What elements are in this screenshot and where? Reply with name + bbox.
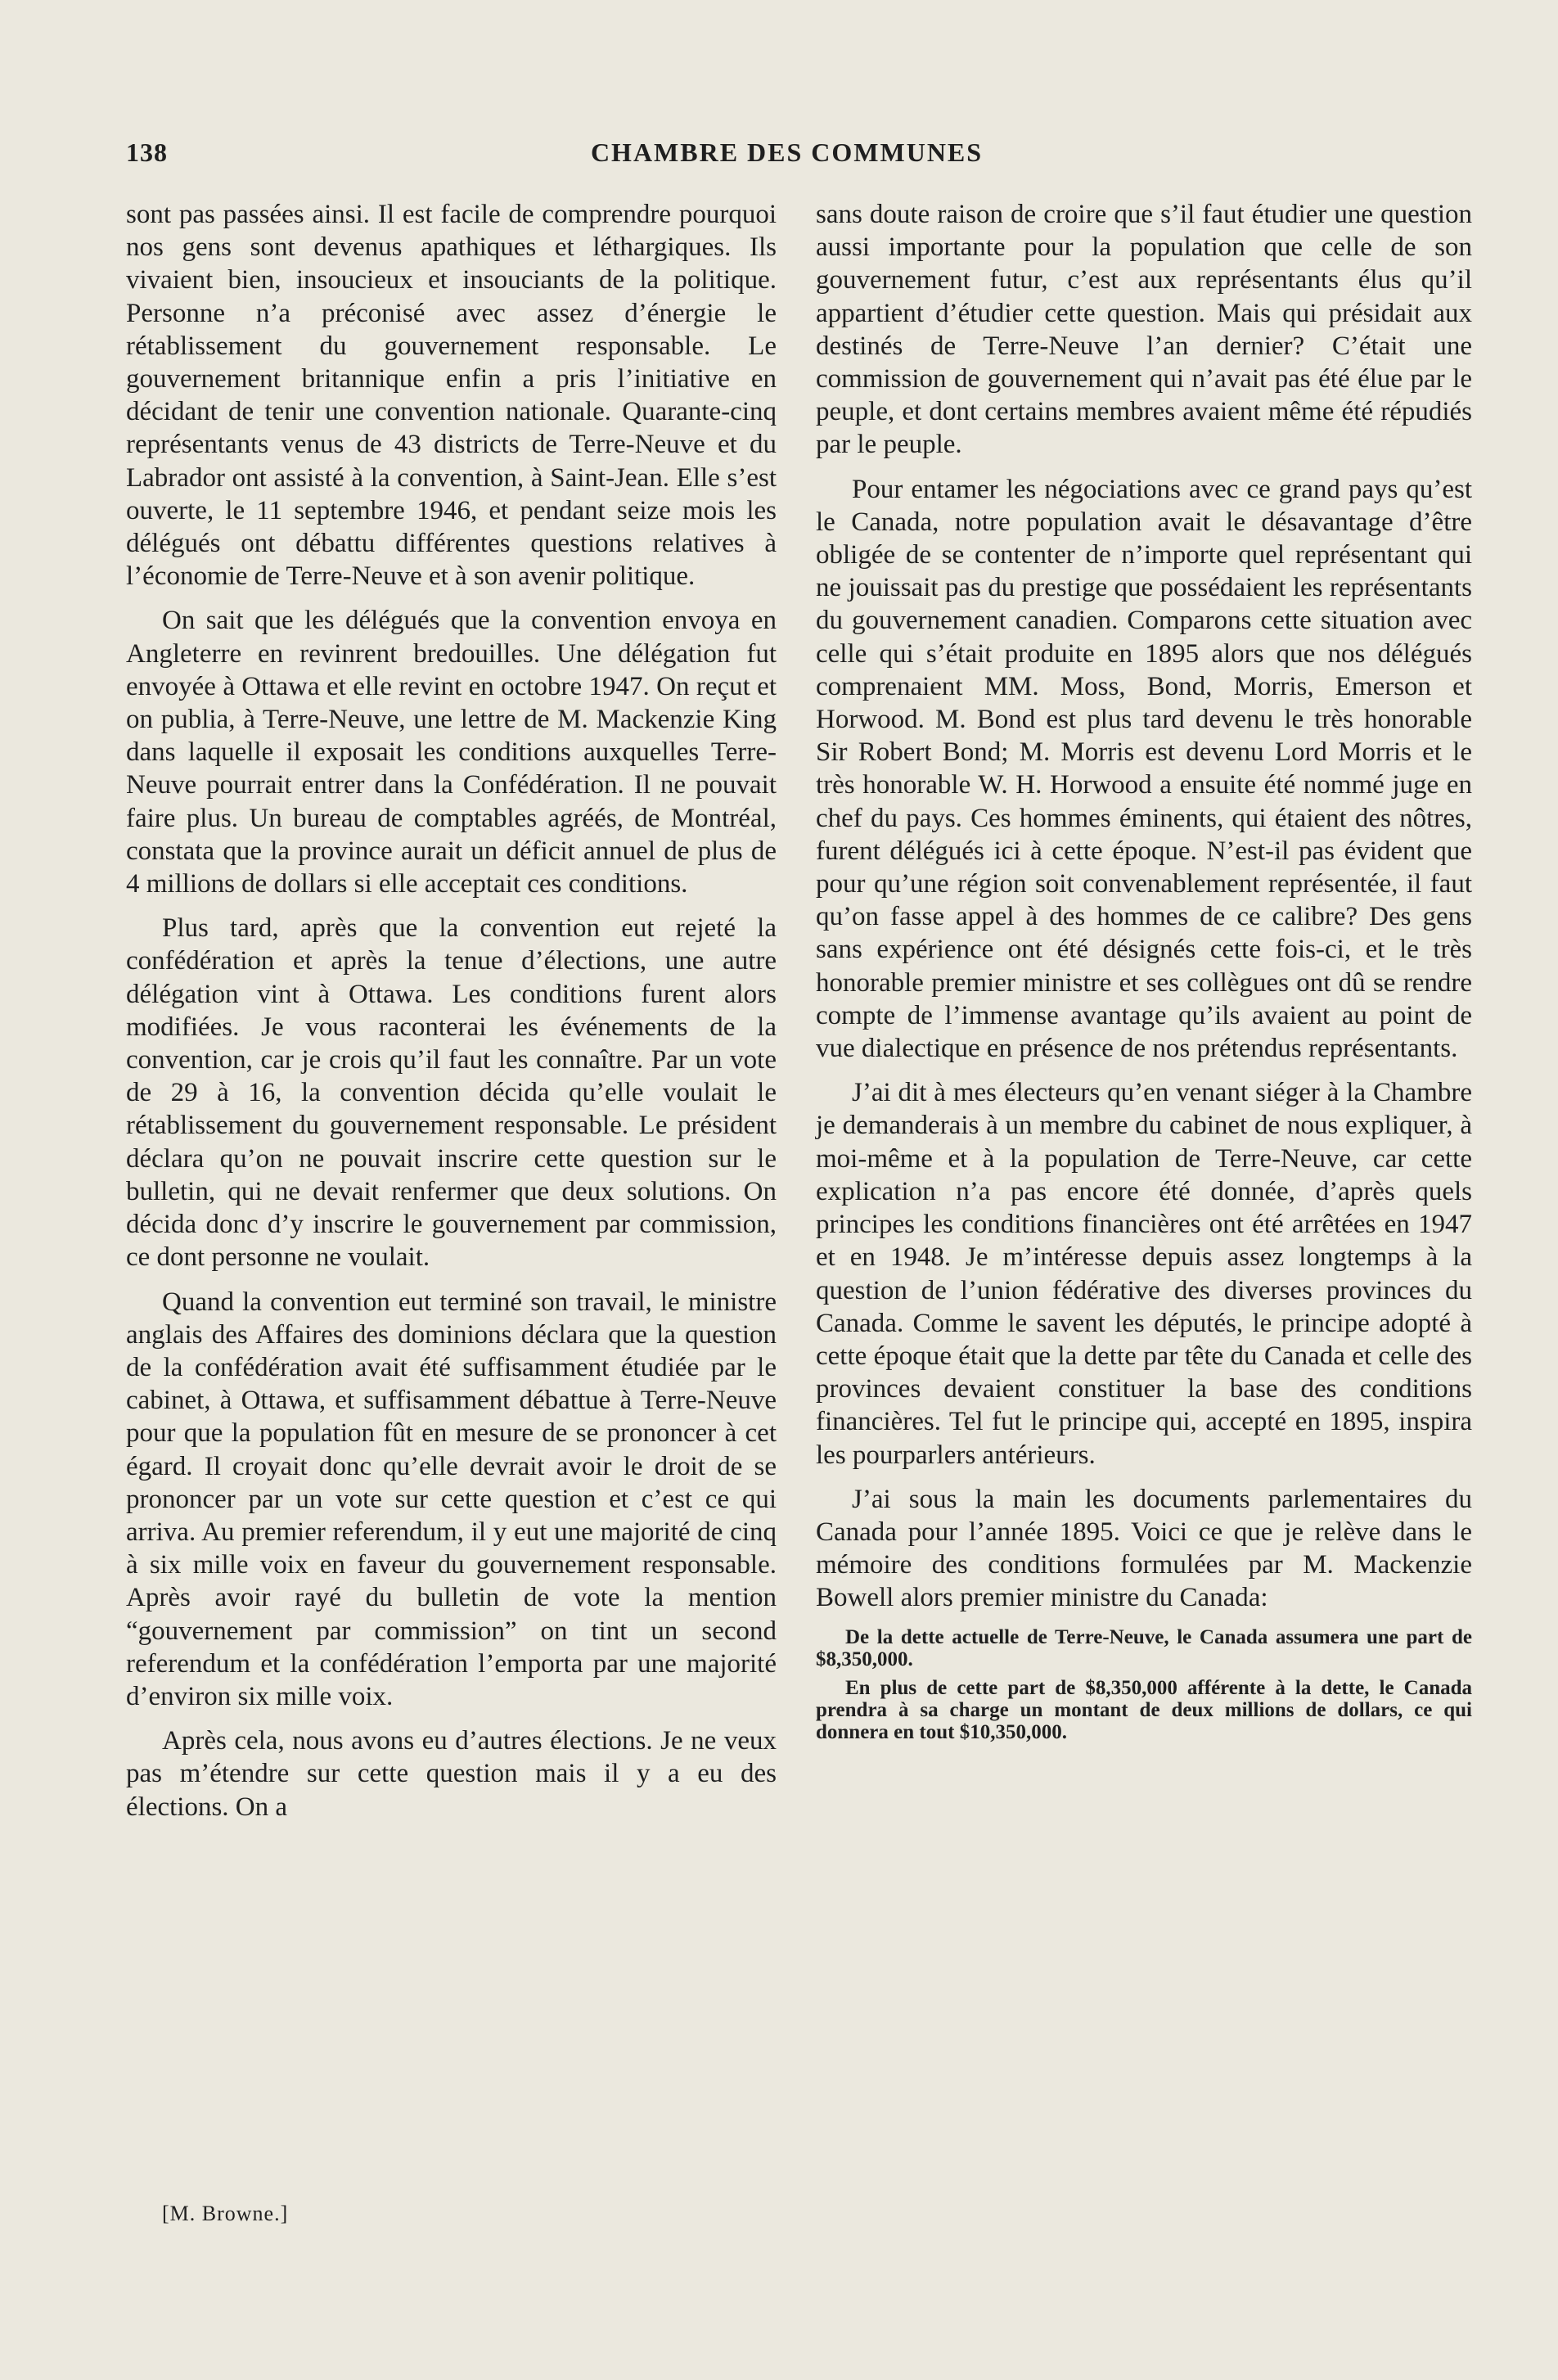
paragraph: sont pas passées ainsi. Il est facile de comprendre pourquoi nos gens sont devenus apathiques et léthargiques. Ils vivaient bien, insoucieux et insouciants de la politique. Personne n’a préconisé avec assez d’énergie le rétablissement du gouvernement responsable. Le gouvernement britannique enfin a pris l’initiative en décidant de tenir une convention nationale. Quarante-cinq représentants venus de 43 districts de Terre-Neuve et du Labrador ont assisté à la convention, à Saint-Jean. Elle s’est ouverte, le 11 septembre 1946, et pendant seize mois les délégués ont débattu différentes questions relatives à l’économie de Terre-Neuve et à son avenir politique. <box>126 200 777 592</box>
running-head: CHAMBRE DES COMMUNES <box>590 137 984 167</box>
paragraph: sans doute raison de croire que s’il faut étudier une question aussi importante pour la population que celle de son gouvernement futur, c’est aux représentants élus qu’il appartient d’étudier cette question. Mais qui présidait aux destinés de Terre-Neuve l’an dernier? C’était une commission de gouvernement qui n’avait pas été élue par le peuple, et dont certains membres avaient même été répudiés par le peuple. <box>816 200 1472 460</box>
paragraph: Plus tard, après que la convention eut rejeté la confédération et après la tenue d’élections, une autre délégation vint à Ottawa. Les conditions furent alors modifiées. Je vous raconterai les événements de la convention, car je crois qu’il faut les connaître. Par un vote de 29 à 16, la convention décida qu’elle voulait le rétablissement du gouvernement responsable. Le président déclara qu’on ne pouvait inscrire cette question sur le bulletin, qui ne devait renfermer que deux solutions. On décida donc d’y inscrire le gouvernement par commission, ce dont personne ne voulait. <box>126 913 777 1273</box>
quotation: En plus de cette part de $8,350,000 afférente à la dette, le Canada prendra à sa charge un montant de deux millions de dollars, ce qui donnera en tout $10,350,000. <box>816 1676 1472 1743</box>
page-number: 138 <box>126 137 168 167</box>
quotation: De la dette actuelle de Terre-Neuve, le Canada assumera une part de $8,350,000. <box>816 1625 1472 1670</box>
paragraph: J’ai sous la main les documents parlementaires du Canada pour l’année 1895. Voici ce que je relève dans le mémoire des conditions formulées par M. Mackenzie Bowell alors premier ministre du Canada: <box>816 1484 1472 1613</box>
paragraph: Après cela, nous avons eu d’autres élections. Je ne veux pas m’étendre sur cette question mais il y a eu des élections. On a <box>126 1726 777 1822</box>
paragraph: Quand la convention eut terminé son travail, le ministre anglais des Affaires des dominions déclara que la question de la confédération avait été suffisamment étudiée par le cabinet, à Ottawa, et suffisamment débattue à Terre-Neuve pour que la population fût en mesure de se prononcer à cet égard. Il croyait donc qu’elle devrait avoir le droit de se prononcer par un vote sur cette question et c’est ce qui arriva. Au premier referendum, il y eut une majorité de cinq à six mille voix en faveur du gouvernement responsable. Après avoir rayé du bulletin de vote la mention “gouvernement par commission” on tint un second referendum et la confédération l’emporta par une majorité d’environ six mille voix. <box>126 1287 777 1711</box>
left-column <box>126 198 777 1835</box>
speaker-attribution: [M. Browne.] <box>162 2202 289 2225</box>
right-column <box>816 198 1472 1750</box>
paragraph: Pour entamer les négociations avec ce grand pays qu’est le Canada, notre population avait le désavantage d’être obligée de se contenter de n’importe quel représentant qui ne jouissait pas du prestige que possédaient les représentants du gouvernement canadien. Comparons cette situation avec celle qui s’était produite en 1895 alors que nos délégués comprenaient MM. Moss, Bond, Morris, Emerson et Horwood. M. Bond est plus tard devenu le très honorable Sir Robert Bond; M. Morris est devenu Lord Morris et le très honorable W. H. Horwood a ensuite été nommé juge en chef du pays. Ces hommes éminents, qui étaient des nôtres, furent délégués ici à cette époque. N’est-il pas évident que pour qu’une région soit convenablement représentée, il faut qu’on fasse appel à des hommes de ce calibre? Des gens sans expérience ont été désignés cette fois-ci, et le très honorable premier ministre et ses collègues ont dû se rendre compte de l’immense avantage qu’ils avaient au point de vue dialectique en présence de nos prétendus représentants. <box>816 474 1472 1064</box>
paragraph: On sait que les délégués que la convention envoya en Angleterre en revinrent bredouilles. Une délégation fut envoyée à Ottawa et elle revint en octobre 1947. On reçut et on publia, à Terre-Neuve, une lettre de M. Mackenzie King dans laquelle il exposait les conditions auxquelles Terre-Neuve pourrait entrer dans la Confédération. Il ne pouvait faire plus. Un bureau de comptables agréés, de Montréal, constata que la province aurait un déficit annuel de plus de 4 millions de dollars si elle acceptait ces conditions. <box>126 606 777 899</box>
quotation-block <box>816 1626 1472 1743</box>
page-header <box>126 137 1448 178</box>
paragraph: J’ai dit à mes électeurs qu’en venant siéger à la Chambre je demanderais à un membre du cabinet de nous expliquer, à moi-même et à la population de Terre-Neuve, car cette explication n’a pas encore été donnée, d’après quels principes les conditions financières ont été arrêtées en 1947 et en 1948. Je m’intéresse depuis assez longtemps à la question de l’union fédérative des diverses provinces du Canada. Comme le savent les députés, le principe adopté à cette époque était que la dette par tête du Canada et celle des provinces devaient constituer la base des conditions financières. Tel fut le principe qui, accepté en 1895, inspira les pourparlers antérieurs. <box>816 1078 1472 1470</box>
